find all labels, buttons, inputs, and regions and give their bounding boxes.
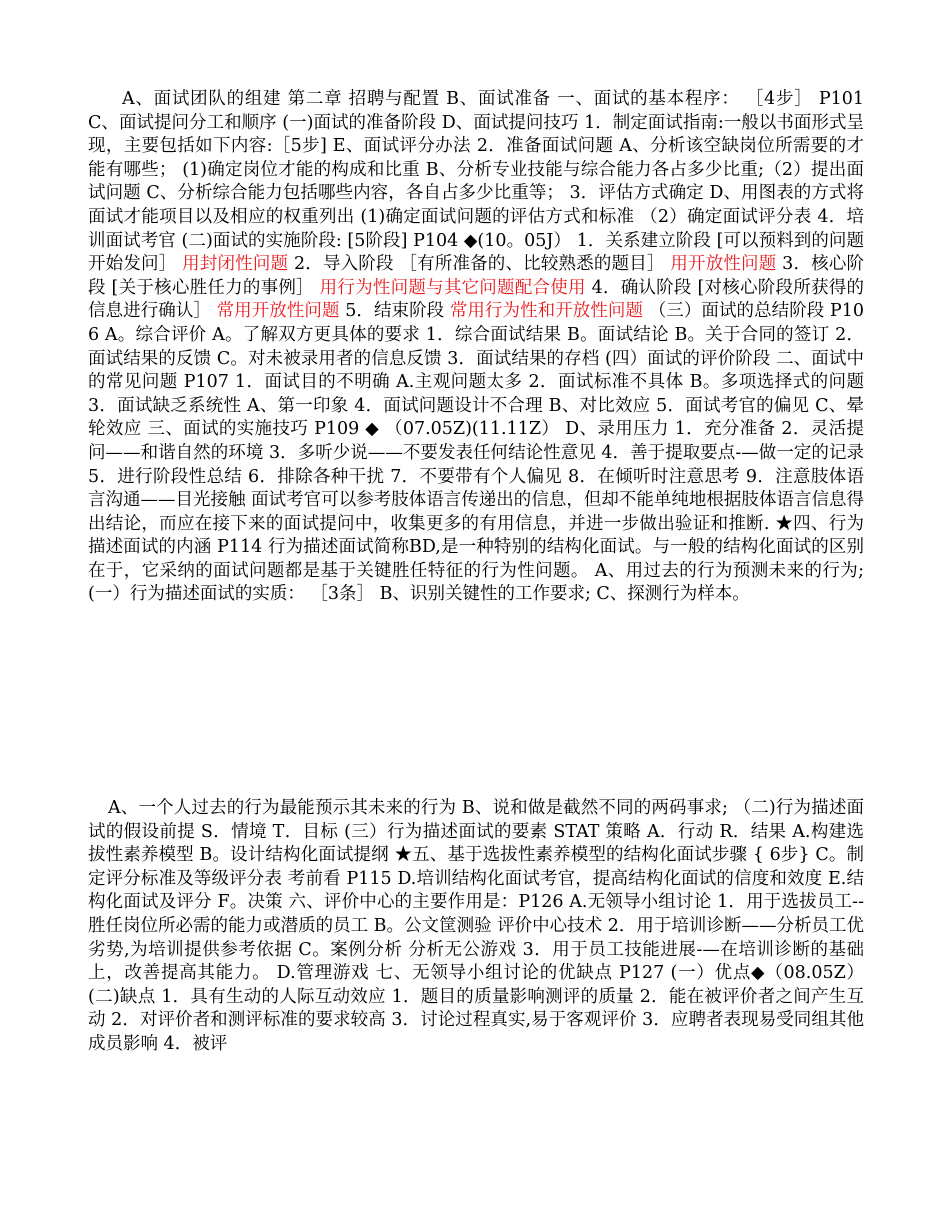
text-segment: 5．结束阶段 <box>339 301 450 322</box>
paragraph-behavior-interview <box>88 797 864 1057</box>
text-segment: A、一个人过去的行为最能预示其未来的行为 B、说和做是截然不同的两码事求; （二)行为描述面试的假设前提 S．情境 T．目标 (三）行为描述面试的要素 STAT 策略 A．行动 R．结果 A.构建选拔性素养模型 B。设计结构化面试提纲 ★五、基于选拔性素养模型的结构化面试步骤 { 6步} C。制定评分标准及等级评分表 考前看 P115 D.培训结构化面试考官，提高结构化面试的信度和效度 E.结构化面试及评分 F。决策 六、评价中心的主要作用是：P126 A.无领导小组讨论 1．用于选拔员工--胜任岗位所必需的能力或潜质的员工 B。公文筐测验 评价中心技术 2．用于培训诊断——分析员工优劣势,为培训提供参考依据 C。案例分析 分析无公游戏 3．用于员工技能进展-—在培训诊断的基础上，改善提高其能力。 D.管理游戏 七、无领导小组讨论的优缺点 P127 (一）优点◆（08.05Z） (二)缺点 1．具有生动的人际互动效应 1．题目的质量影响测评的质量 2．能在被评价者之间产生互动 2．对评价者和测评标准的要求较高 3．讨论过程真实,易于客观评价 3．应聘者表现易受同组其他成员影响 4．被评 <box>88 798 864 1054</box>
text-segment: 2．导入阶段 ［有所准备的、比较熟悉的题目］ <box>288 254 671 275</box>
text-segment: 3．核心阶段 [关于核心胜任力的事例］ <box>88 254 865 298</box>
text-segment: （三）面试的总结阶段 P106 A。综合评价 A。了解双方更具体的要求 1．综合面试结果 B。面试结论 B。关于合同的签订 2．面试结果的反馈 C。对未被录用者的信息反馈 3．面试结果的存档 (四）面试的评价阶段 二、面试中的常见问题 P107 1．面试目的不明确 A.主观问题太多 2．面试标准不具体 B。多项选择式的问题 3．面试缺乏系统性 A、第一印象 4．面试问题设计不合理 B、对比效应 5．面试考官的偏见 C、晕轮效应 三、面试的实施技巧 P109 ◆ （07.05Z)(11.11Z） D、录用压力 1．充分准备 2．灵活提问——和谐自然的环境 3．多听少说——不要发表任何结论性意见 4．善于提取要点-—做一定的记录 5．进行阶段性总结 6．排除各种干扰 7．不要带有个人偏见 8．在倾听时注意思考 9．注意肢体语言沟通——目光接触 面试考官可以参考肢体语言传递出的信息，但却不能单纯地根据肢体语言信息得出结论，而应在接下来的面试提问中，收集更多的有用信息，并进一步做出验证和推断. ★四、行为描述面试的内涵 P114 行为描述面试简称BD,是一种特别的结构化面试。与一般的结构化面试的区别在于，它采纳的面试问题都是基于关键胜任特征的行为性问题。 A、用过去的行为预测未来的行为; (一）行为描述面试的实质： ［3条］ B、识别关键性的工作要求; C、探测行为样本。 <box>88 301 865 605</box>
paragraph-interview-process <box>88 88 864 607</box>
highlighted-text-segment: 用开放性问题 <box>670 254 777 275</box>
text-segment: A、面试团队的组建 第二章 招聘与配置 B、面试准备 一、面试的基本程序： ［4步］ P101 C、面试提问分工和顺序 (一)面试的准备阶段 D、面试提问技巧 1．制定面试指南:一般以书面形式呈现，主要包括如下内容:［5步] E、面试评分办法 2．准备面试问题 A、分析该空缺岗位所需要的才能有哪些； (1)确定岗位才能的构成和比重 B、分析专业技能与综合能力各占多少比重;（2）提出面试问题 C、分析综合能力包括哪些内容，各自占多少比重等； 3．评估方式确定 D、用图表的方式将面试才能项目以及相应的权重列出 (1)确定面试问题的评估方式和标准 （2）确定面试评分表 4．培训面试考官 (二)面试的实施阶段: [5阶段] P104 ◆(10。05J） 1．关系建立阶段 [可以预料到的问题开始发问］ <box>88 89 864 275</box>
highlighted-text-segment: 用行为性问题与其它问题配合使用 <box>319 277 586 298</box>
text-segment: 4．确认阶段 [对核心阶段所获得的信息进行确认］ <box>88 277 864 322</box>
highlighted-text-segment: 常用开放性问题 <box>216 301 340 322</box>
highlighted-text-segment: 用封闭性问题 <box>182 254 289 275</box>
highlighted-text-segment: 常用行为性和开放性问题 <box>449 301 644 322</box>
